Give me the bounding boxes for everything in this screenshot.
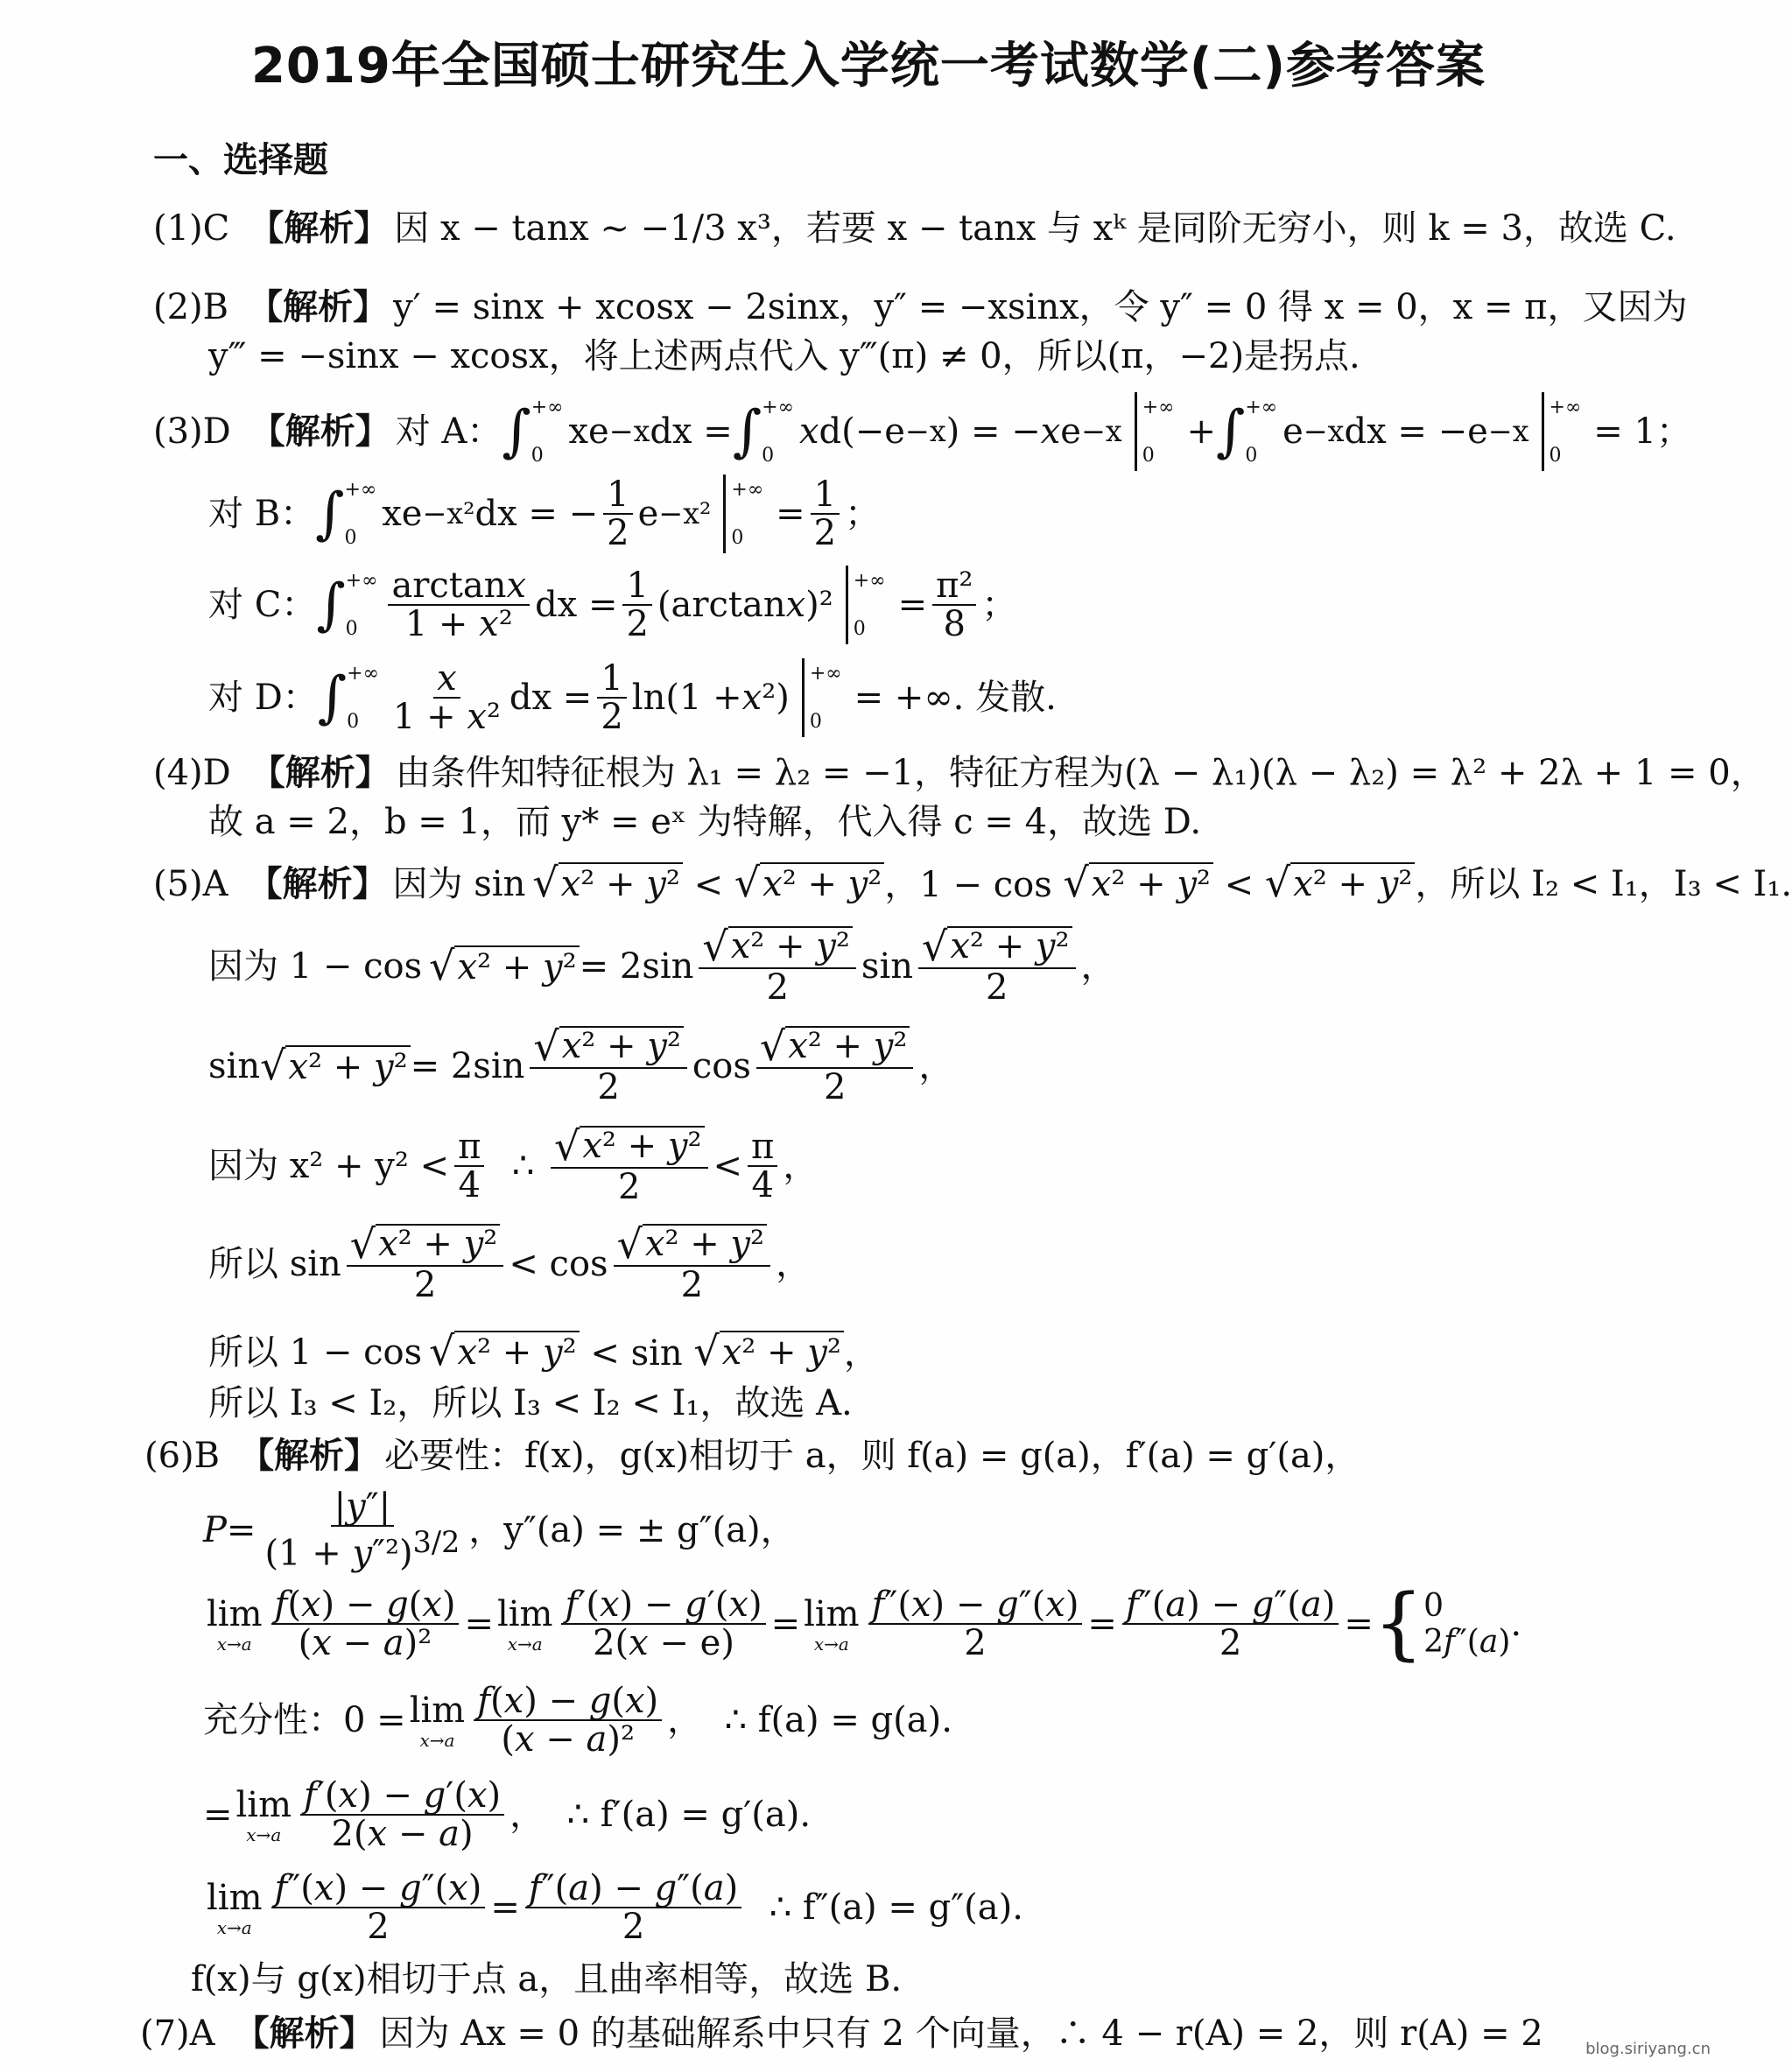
formula: $\frac{\pi}{4}$ ∴ √ x² + y² 2 < $\frac{\pi}{4}$ ，	[449, 1126, 818, 1205]
formula: √ x² + y² < √ x² + y² ，1 − cos √ x² + y² < √ x² + y²	[532, 862, 1415, 905]
analysis-tag: 【解析】	[248, 287, 389, 327]
answer-2	[153, 287, 1687, 327]
answer-text: 因为 Ax = 0 的基础解系中只有 2 个向量，∴ 4 − r(A) = 2，则 r(A) = 2	[379, 2013, 1543, 2054]
page-title: 2019年全国硕士研究生入学统一考试数学(二)参考答案	[250, 38, 1486, 95]
text-tail: ∴ f″(a) = g″(a).	[769, 1887, 1023, 1928]
answer-text: 因 x − tanx ~ −1/3 x³，若要 x − tanx 与 xᵏ 是同阶无穷小，则 k = 3，故选 C.	[394, 208, 1676, 249]
formula: √ x² + y² < sin √ x² + y² ，	[429, 1327, 879, 1374]
answer-6-conclusion: f(x)与 g(x)相切于点 a，且曲率相等，故选 B.	[191, 1959, 903, 1999]
section-heading: 一、选择题	[153, 140, 328, 180]
formula: lim x→a $\frac{f(x) - g(x)}{\text{(x − a)²}}$ = lim x→a $\frac{f'(x) - g'(x)}{2(x - e)}$ = lim x→a $\frac{f''(x) - g''(x)}{2}$ = $\frac{f''(a) - g''(a)}{2}$ = { 0 2f″(a) .	[207, 1578, 1522, 1669]
answer-5	[153, 859, 1792, 906]
answer-label: (1)C	[153, 208, 230, 249]
answer-label: (7)A	[140, 2013, 215, 2054]
answer-1	[153, 208, 1676, 249]
case-c-label: 对 C：	[208, 585, 317, 625]
text-prefix: 所以 1 − cos	[208, 1332, 423, 1373]
answer-5-l5	[208, 1220, 812, 1305]
text-prefix: 所以 sin	[208, 1243, 341, 1284]
analysis-tag: 【解析】	[247, 863, 388, 904]
text-prefix: 充分性：0 =	[203, 1700, 406, 1740]
answer-6-suff-2	[203, 1777, 811, 1852]
answer-4	[153, 753, 1766, 793]
formula: lim x→a $\frac{f(x) - g(x)}{\text{(x − a)²}}$ ，	[409, 1681, 725, 1760]
formula: √ x² + y² 2 < cos √ x² + y² 2 ，	[341, 1224, 811, 1304]
text-tail: ，所以 I₂ < I₁，I₃ < I₁.	[1415, 863, 1792, 904]
case-a-label: 对 A：	[395, 411, 502, 452]
answer-text: y′ = sinx + xcosx − 2sinx，y″ = −xsinx，令 y″ = 0 得 x = 0，x = π，又因为	[393, 287, 1688, 327]
analysis-tag: 【解析】	[239, 1436, 380, 1476]
formula: P = $\frac{|y''|}{(1 + y''^2)^{3/2}}$	[203, 1486, 460, 1574]
answer-text: 必要性：f(x)，g(x)相切于 a，则 f(a) = g(a)，f′(a) = g′(a)，	[384, 1436, 1360, 1476]
answer-label: (2)B	[153, 287, 229, 327]
formula: √ x² + y² = 2sin √ x² + y² 2 sin √ x² + y² 2 ，	[429, 923, 1116, 1008]
formula: sin √ x² + y² = 2sin √ x² + y² 2 cos √ x² + y² 2 ，	[208, 1022, 954, 1107]
formula-b: ∫ +∞ 0 xe −x² dx = − $\frac{1}{2}$ e −x² +∞ 0 = $\frac{1}{2}$ ；	[315, 474, 881, 553]
answer-label: (6)B	[144, 1436, 221, 1476]
answer-2-cont: y‴ = −sinx − xcosx，将上述两点代入 y‴(π) ≠ 0，所以(π，−2)是拐点.	[208, 336, 1360, 376]
diverge-text: = +∞. 发散.	[854, 678, 1057, 718]
analysis-tag: 【解析】	[249, 753, 390, 793]
answer-5-l6	[208, 1327, 879, 1374]
text-tail: ∴ f′(a) = g′(a).	[566, 1795, 812, 1835]
formula-c: ∫ +∞ 0 $\frac{\arctan x}{\text{1 + x²}}$ dx = $\frac{1}{2}$ (arctan x )² +∞ 0 = $\frac{\text{π²}}{8}$ ；	[316, 566, 1017, 644]
answer-6-suff-3	[203, 1870, 1023, 1945]
watermark: blog.siriyang.cn	[1585, 2040, 1711, 2059]
text-prefix: 因为 x² + y² <	[208, 1145, 450, 1186]
answer-5-l7: 所以 I₃ < I₂，所以 I₃ < I₂ < I₁，故选 A.	[208, 1383, 853, 1423]
answer-3	[153, 392, 1691, 471]
text-prefix: 因为 sin	[392, 863, 526, 904]
case-b-label: 对 B：	[208, 494, 316, 534]
formula-d: ∫ +∞ 0 $\frac{x}{\text{1 + x²}}$ dx = $\frac{1}{2}$ ln(1 + x ²) +∞ 0	[317, 658, 842, 737]
answer-5-l4	[208, 1122, 819, 1207]
answer-6	[144, 1436, 1360, 1476]
answer-label: (5)A	[153, 863, 228, 904]
analysis-tag: 【解析】	[234, 2013, 375, 2054]
answer-6-limit	[203, 1578, 1522, 1669]
answer-7	[140, 2013, 1543, 2054]
text-prefix: 因为 1 − cos	[208, 945, 423, 987]
answer-6-suff-1	[203, 1683, 952, 1758]
answer-6-curvature	[203, 1486, 796, 1574]
answer-3-d	[208, 658, 1057, 737]
answer-label: (3)D	[153, 411, 231, 452]
answer-3-b	[208, 474, 880, 553]
answer-5-l2	[208, 923, 1116, 1008]
answer-4-cont: 故 a = 2，b = 1，而 y* = eˣ 为特解，代入得 c = 4，故选 D.	[208, 802, 1202, 842]
analysis-tag: 【解析】	[249, 411, 390, 452]
formula-a: ∫ +∞ 0 xe −x dx = ∫ +∞ 0 x d(−e −x ) = − x e −x +∞ 0 + ∫ +∞ 0 e −x dx = −e −x +∞ 0 = 1；	[502, 392, 1691, 471]
answer-3-c	[208, 566, 1016, 644]
answer-label: (4)D	[153, 753, 231, 793]
answer-5-l3	[208, 1022, 954, 1107]
analysis-tag: 【解析】	[249, 208, 390, 249]
text-tail: ∴ f(a) = g(a).	[724, 1700, 952, 1740]
answer-text: 由条件知特征根为 λ₁ = λ₂ = −1，特征方程为(λ − λ₁)(λ − λ₂) = λ² + 2λ + 1 = 0，	[395, 753, 1766, 793]
formula: = lim x→a $\frac{f'(x) - g'(x)}{2(x - a)}$ ，	[203, 1775, 567, 1854]
case-d-label: 对 D：	[208, 678, 318, 718]
formula: lim x→a $\frac{f''(x) - g''(x)}{2}$ = $\frac{f''(a) - g''(a)}{2}$	[203, 1870, 770, 1945]
text-tail: ，y″(a) = ± g″(a)，	[468, 1509, 796, 1550]
